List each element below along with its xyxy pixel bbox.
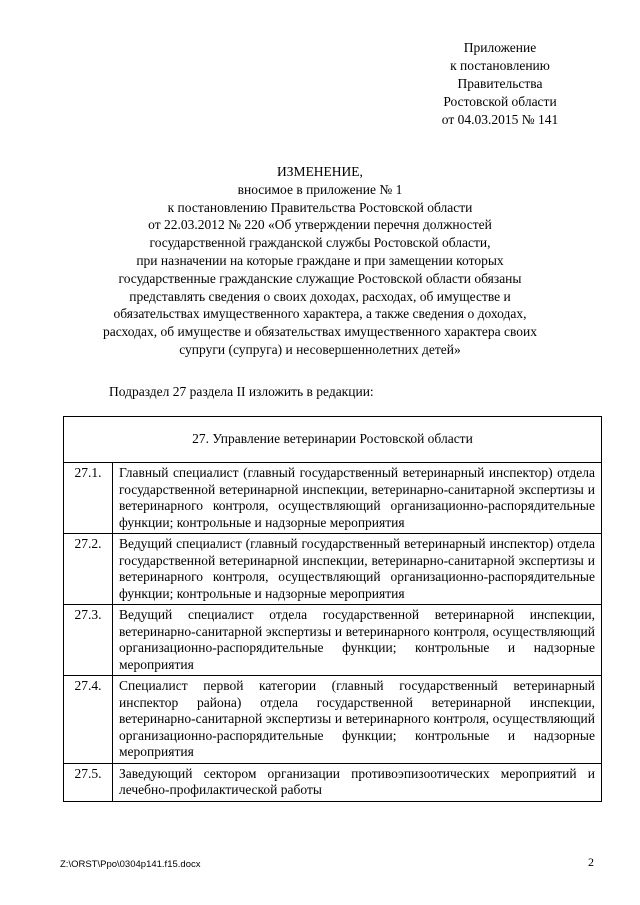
approval-line: Приложение: [463, 40, 537, 55]
heading-line: супруги (супруга) и несовершеннолетних детей»: [179, 341, 461, 357]
positions-table: [63, 416, 602, 802]
table-row: [64, 676, 602, 764]
heading-line: обязательствах имущественного характера, а также сведения о доходах,: [113, 306, 527, 322]
page-number: 2: [588, 855, 594, 869]
table-title: 27. Управление ветеринарии Ростовской области: [64, 417, 602, 463]
approval-block: [420, 39, 580, 129]
heading-line: вносимое в приложение № 1: [237, 181, 403, 197]
table-row: [64, 605, 602, 676]
table-row: [64, 463, 602, 534]
table-row: [64, 763, 602, 801]
row-text: Главный специалист (главный государственный ветеринарный инспектор) отдела государственной ветеринарной инспекции, ветеринарно-санитарной экспертизы и ветеринарного контроля, осуществляющий организационно-распорядительные функции; контрольные и надзорные мероприятия: [113, 463, 602, 534]
heading-line: представлять сведения о своих доходах, расходах, об имуществе и: [129, 288, 511, 304]
row-text: Специалист первой категории (главный государственный ветеринарный инспектор района) отдела государственной ветеринарной инспекции, ветеринарно-санитарной экспертизы и ветеринарного контроля, осуществляющий организационно-распорядительные функции; контрольные и надзорные мероприятия: [113, 676, 602, 764]
row-number: 27.5.: [64, 763, 113, 801]
approval-line: от 04.03.2015 № 141: [441, 112, 559, 127]
row-number: 27.3.: [64, 605, 113, 676]
table-row: [64, 534, 602, 605]
approval-line: к постановлению: [450, 58, 550, 73]
heading-line: при назначении на которые граждане и при замещении которых: [136, 252, 504, 268]
row-number: 27.2.: [64, 534, 113, 605]
row-text: Заведующий сектором организации противоэпизоотических мероприятий и лечебно-профилактической работы: [113, 763, 602, 801]
approval-line: Ростовской области: [443, 94, 557, 109]
heading-title: ИЗМЕНЕНИЕ,: [277, 164, 363, 179]
heading-line: от 22.03.2012 № 220 «Об утверждении перечня должностей: [148, 217, 492, 233]
document-heading: [60, 163, 580, 359]
file-path: Z:\ORST\Ppo\0304p141.f15.docx: [60, 859, 201, 870]
heading-line: к постановлению Правительства Ростовской области: [167, 199, 473, 215]
row-text: Ведущий специалист (главный государственный ветеринарный инспектор) отдела государственной ветеринарной инспекции, ветеринарно-санитарной экспертизы и ветеринарного контроля, осуществляющий организационно-распорядительные функции; контрольные и надзорные мероприятия: [113, 534, 602, 605]
heading-line: расходах, об имуществе и обязательствах имущественного характера своих: [103, 324, 537, 340]
heading-line: государственные гражданские служащие Ростовской области обязаны: [118, 270, 522, 286]
table-title-row: [64, 417, 602, 463]
row-text: Ведущий специалист отдела государственной ветеринарной инспекции, ветеринарно-санитарной экспертизы и ветеринарного контроля, осуществляющий организационно-распорядительные функции; контрольные и надзорные мероприятия: [113, 605, 602, 676]
row-number: 27.4.: [64, 676, 113, 764]
heading-line: государственной гражданской службы Ростовской области,: [149, 235, 491, 251]
approval-line: Правительства: [457, 76, 543, 91]
row-number: 27.1.: [64, 463, 113, 534]
intro-paragraph: Подраздел 27 раздела II изложить в редакции:: [109, 384, 374, 399]
